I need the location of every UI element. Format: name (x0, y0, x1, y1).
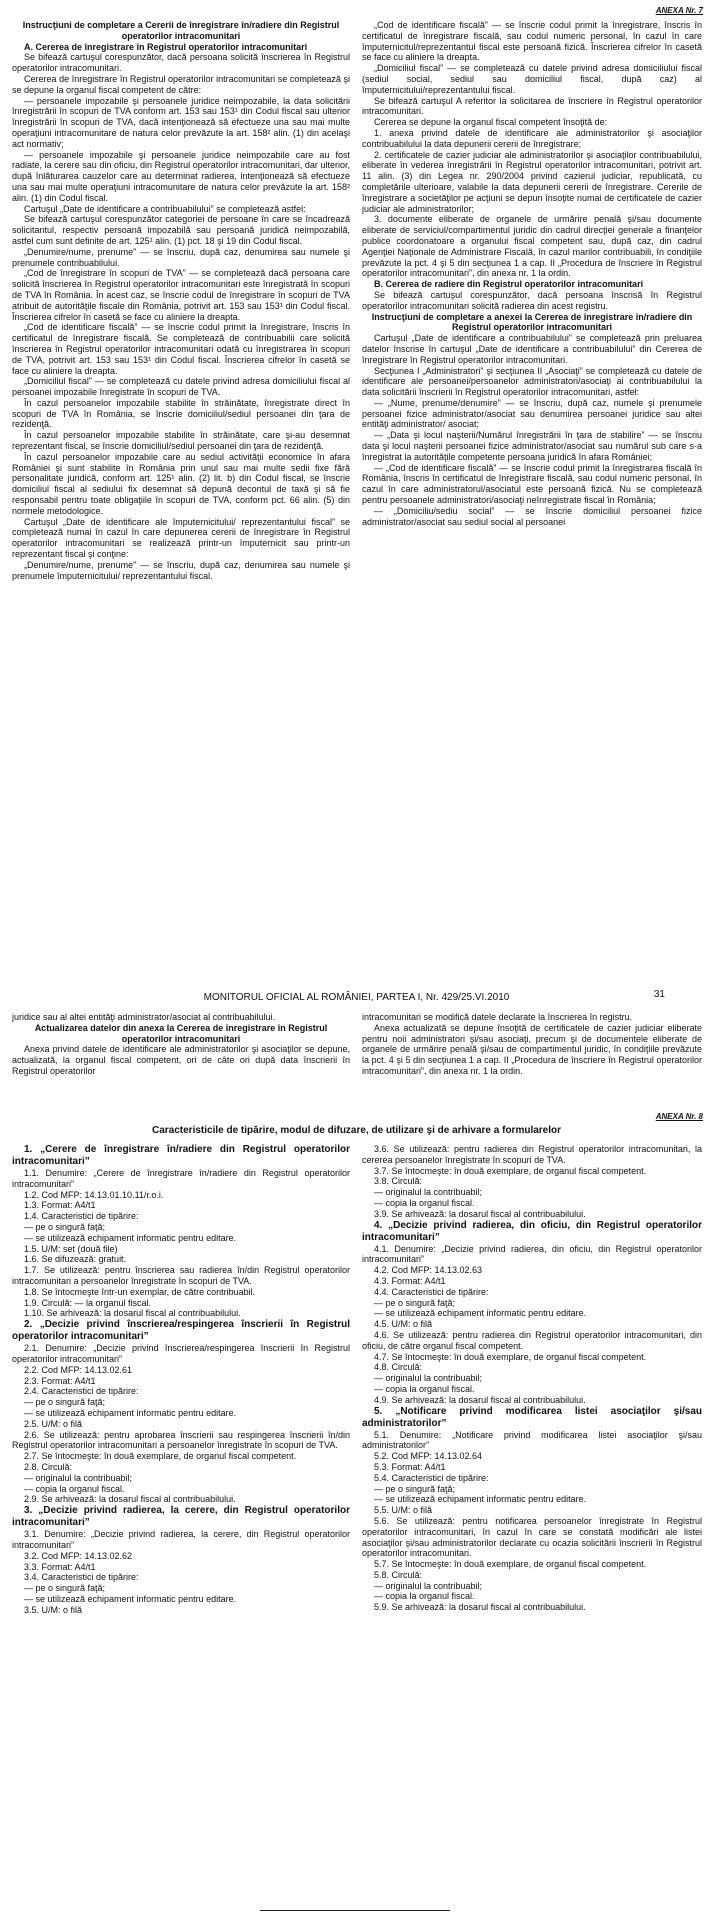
paragraph: 2.8. Circulă: (24, 1461, 73, 1472)
paragraph: Instrucţiuni de completare a anexei la Cererea de înregistrare în/radiere din Registrul operatorilor intracomunitari (371, 311, 693, 333)
end-rule (260, 1910, 450, 1911)
paragraph: 3.1. Denumire: „Decizie privind radierea, la cerere, din Registrul operatorilor intracomunitari” (12, 1529, 350, 1550)
paragraph: „Denumire/nume, prenume” — se înscriu, după caz, denumirea sau numele şi prenumele împuternicitului/ reprezentantului fiscal. (12, 559, 350, 581)
paragraph: 4. „Decizie privind radierea, din oficiu, din Registrul operatorilor intracomunitari” (362, 1219, 702, 1243)
paragraph: — pe o singură faţă; (24, 1221, 106, 1232)
paragraph: intracomunitari se modifică datele declarate la înscrierea în registru. (362, 1012, 633, 1022)
paragraph: — pe o singură faţă; (24, 1583, 106, 1594)
paragraph: — copia la organul fiscal. (374, 1383, 475, 1394)
paragraph: 1. anexa privind datele de identificare ale administratorilor şi asociaţilor contribuabilului la data depunerii cererii de înregistrare; (362, 127, 702, 149)
paragraph: 4.6. Se utilizează: pentru radierea din Registrul operatorilor intracomunitari, din oficiu, de către organul fiscal competent. (362, 1329, 702, 1351)
paragraph: — se utilizează echipament informatic pentru editare. (374, 1308, 587, 1319)
paragraph: 1.7. Se utilizează: pentru înscrierea sau radierea în/din Registrul operatorilor intracomunitari a persoanelor înregistrate în scopuri de TVA. (12, 1265, 350, 1286)
paragraph: 1.2. Cod MFP: 14.13.01.10.11/r.o.i. (24, 1189, 164, 1200)
paragraph: Cartuşul „Date de identificare a contribuabilului” se completează astfel: (24, 203, 306, 214)
paragraph: 2.6. Se utilizează: pentru aprobarea înscrierii sau respingerea înscrierii în/din Registrul operatorilor intracomunitari a persoanelor înregistrate în scopuri de TVA. (12, 1429, 350, 1451)
annex-8-left-column (12, 1144, 350, 1896)
paragraph: — pe o singură faţă; (24, 1397, 106, 1408)
paragraph: Se bifează cartuşul A referitor la solicitarea de înscriere în Registrul operatorilor intracomunitari. (362, 95, 702, 117)
paragraph: 3.8. Circulă: (374, 1176, 423, 1187)
paragraph: Se bifează cartuşul corespunzător, dacă persoana solicită înscrierea în Registrul operatorilor intracomunitari. (12, 52, 350, 74)
paragraph: — pe o singură faţă; (374, 1483, 456, 1494)
paragraph: B. Cererea de radiere din Registrul operatorilor intracomunitari (374, 279, 644, 290)
paragraph: 4.9. Se arhivează: la dosarul fiscal al contribuabilului. (374, 1394, 586, 1405)
paragraph: 1.3. Format: A4/t1 (24, 1200, 96, 1211)
paragraph: În cazul persoanelor impozabile care au sediul activităţii economice în afara României şi sunt stabilite în România prin unul sau mai multe sedii fixe fără personalitate juridică, conform art. 125¹ alin. (2) lit. b) din Codul fiscal, se înscrie domiciliul fiscal al sediului fix desemnat să depună decontul de taxă şi să fie responsabil pentru toate obligaţiile în scopuri de TVA, conform pct. 66 alin. (5) din normele metodologice. (12, 451, 350, 516)
paragraph: Se bifează cartuşul corespunzător, dacă persoana înscrisă în Registrul operatorilor intracomunitari solicită radierea din acest registru. (362, 289, 702, 311)
paragraph: 3.7. Se întocmeşte: în două exemplare, de organul fiscal competent. (374, 1165, 647, 1176)
paragraph: „Cod de identificare fiscală” — se înscrie codul primit la înregistrare, înscris în certificatul de înregistrare fiscală. Se completează de contribuabilii care solicită înscrierea în Registrul operatorilor intracomunitari odată cu înregistrarea în scopuri de TVA, potrivit art. 153 sau 153¹ din Codul fiscal. Înscrierea cifrelor în casetă se face cu aliniere la dreapta. (12, 322, 350, 376)
running-header: MONITORUL OFICIAL AL ROMÂNIEI, PARTEA I, Nr. 429/25.VI.2010 (203, 992, 510, 1003)
paragraph: — pe o singură faţă; (374, 1297, 456, 1308)
paragraph: 2.2. Cod MFP: 14.13.02.61 (24, 1364, 133, 1375)
paragraph: 2. „Decizie privind înscrierea/respingerea înscrierii în Registrul operatorilor intracomunitari” (12, 1319, 350, 1343)
paragraph: 5.9. Se arhivează: la dosarul fiscal al contribuabilului. (374, 1602, 586, 1613)
paragraph: 2.9. Se arhivează: la dosarul fiscal al contribuabilului. (24, 1494, 236, 1505)
paragraph: — originalul la contribuabil; (374, 1373, 483, 1384)
paragraph: 1.9. Circulă: — la organul fiscal. (24, 1297, 152, 1308)
annex-8-right-column (362, 1144, 702, 1896)
paragraph: — persoanele impozabile şi persoanele juridice neimpozabile care au fost radiate, la cerere sau din oficiu, din Registrul operatorilor intracomunitari, dar ulterior, după înlăturarea cauzelor care au determinat radierea, intenţionează să efectueze una sau mai multe operaţiuni intracomunitare de natura celor prevăzute la art. 158² alin. (1) din Codul fiscal. (12, 149, 350, 203)
paragraph: — copia la organul fiscal. (24, 1483, 125, 1494)
paragraph: 2.7. Se întocmeşte: în două exemplare, de organul fiscal competent. (24, 1451, 297, 1462)
paragraph: „Denumire/nume, prenume” — se înscriu, după caz, denumirea sau numele şi prenumele contribuabilului. (12, 246, 350, 268)
paragraph: „Cod de identificare fiscală” — se înscrie codul primit la înregistrare, înscris în certificatul de înregistrare fiscală, sau codul numeric personal, în cazul în care împuternicitul/reprezentantul fiscal este persoană fizică. Înscrierea cifrelor în casetă se face cu aliniere la dreapta. (362, 20, 702, 63)
paragraph: 5.7. Se întocmeşte: în două exemplare, de organul fiscal competent. (374, 1559, 647, 1570)
paragraph: 1.6. Se difuzează: gratuit. (24, 1254, 127, 1265)
paragraph: Actualizarea datelor din anexa la Cererea de înregistrare în Registrul operatorilor intracomunitari (34, 1022, 328, 1044)
paragraph: — se utilizează echipament informatic pentru editare. (24, 1407, 237, 1418)
paragraph: Anexa privind datele de identificare ale administratorilor şi asociaţilor se depune, actualizată, la organul fiscal competent, ori de câte ori după data înscrierii în Registrul operatorilor (12, 1044, 350, 1076)
paragraph: — originalul la contribuabil; (374, 1580, 483, 1591)
paragraph: 3.2. Cod MFP: 14.13.02.62 (24, 1550, 133, 1561)
paragraph: 5.4. Caracteristici de tipărire: (374, 1472, 489, 1483)
paragraph: 3.9. Se arhivează: la dosarul fiscal al contribuabilului. (374, 1208, 586, 1219)
paragraph: 3.5. U/M: o filă (24, 1604, 83, 1615)
paragraph: — „Data şi locul naşterii/Numărul înregistrării în ţara de stabilire” — se înscriu data şi locul naşterii persoanei fizice administrator/asociat sau numărul sub care s-a înregistrat la autorităţile competente persoana juridică în afara României; (362, 430, 702, 462)
paragraph: 2. certificatele de cazier judiciar ale administratorilor şi asociaţilor contribuabilului, eliberate în vederea înregistrării în Registrul operatorilor intracomunitari, potrivit art. 11 alin. (3) din Legea nr. 290/2004 privind cazierul judiciar, republicată, cu completările ulterioare, valabile la data depunerii cererii de înregistrare. Cererile de înregistrare a societăţilor pe acţiuni se depun însoţite numai de certificatele de cazier judiciar ale administratorilor; (362, 149, 702, 214)
paragraph: 4.3. Format: A4/t1 (374, 1275, 446, 1286)
paragraph: juridice sau al altei entităţi administrator/asociat al contribuabilului. (12, 1012, 276, 1022)
paragraph: — copia la organul fiscal. (374, 1591, 475, 1602)
paragraph: — „Cod de identificare fiscală” — se înscrie codul primit la înregistrarea fiscală în România, înscris în certificatul de înregistrare fiscală, sau codul numeric personal, în cazul în care administratorul/asociatul este persoană fizică. Nu se completează pentru persoanele administratori/asociaţi neînregistrate fiscal în România; (362, 462, 702, 506)
paragraph: 5.1. Denumire: „Notificare privind modificarea listei asociaţilor şi/sau administratorilor” (362, 1429, 702, 1451)
paragraph: 4.7. Se întocmeşte: în două exemplare, de organul fiscal competent. (374, 1351, 647, 1362)
paragraph: 4.8. Circulă: (374, 1362, 423, 1373)
paragraph: Anexa actualizată se depune însoţită de certificatele de cazier judiciar eliberate pentru noii administratori şi/sau asociaţi, precum şi de documentele eliberate de organele de urmărire penală şi/sau de compartimentul juridic, în condiţiile prevăzute la pct. 4 şi 5 din secţiunea 1 a cap. II „Procedura de înscriere în Registrul operatorilor intracomunitari”, din anexa nr. 1 la ordin. (362, 1022, 702, 1076)
paragraph: — originalul la contribuabil; (374, 1187, 483, 1198)
paragraph: 3.4. Caracteristici de tipărire: (24, 1572, 139, 1583)
paragraph: 2.5. U/M: o filă (24, 1418, 83, 1429)
paragraph: 3. documente eliberate de organele de urmărire penală şi/sau documente eliberate de serviciul/compartimentul juridic din cadrul direcţiei generale a finanţelor publice coordonatoare a organului fiscal competent sau, după caz, din cadrul Agenţiei Naţionale de Administrare Fiscală, în cazul marilor contribuabili, în condiţiile prevăzute la pct. 4 şi 5 din secţiunea 1 a cap. II „Procedura de înscriere în Registrul operatorilor intracomunitari”, din anexa nr. 1 la ordin. (362, 214, 702, 279)
paragraph: „Domiciliul fiscal” — se completează cu datele privind adresa domiciliului fiscal al persoanei impozabile înregistrate în scopuri de TVA. (12, 376, 350, 398)
paragraph: 1.4. Caracteristici de tipărire: (24, 1211, 139, 1222)
paragraph: „Domiciliul fiscal” — se completează cu datele privind adresa domiciliului fiscal (sediul social, sediul sau domiciliul fiscal, după caz) al împuternicitului/reprezentantului fiscal. (362, 63, 702, 95)
paragraph: 3.3. Format: A4/t1 (24, 1561, 96, 1572)
paragraph: — „Domiciliu/sediu social” — se înscrie domiciliul persoanei fizice administrator/asociat sau sediul social al persoanei (362, 505, 702, 527)
paragraph: 2.1. Denumire: „Decizie privind înscrierea/respingerea înscrierii în Registrul operatorilor intracomunitari” (12, 1343, 350, 1364)
paragraph: A. Cererea de înregistrare în Registrul operatorilor intracomunitari (24, 41, 308, 52)
paragraph: — persoanele impozabile şi persoanele juridice neimpozabile, la data solicitării înregistrării în scopuri de TVA conform art. 153 sau 153¹ din Codul fiscal sau ulterior înregistrării în scopuri de TVA, dacă intenţionează să efectueze una sau mai multe operaţiuni intracomunitare de natura celor prevăzute la art. 158² alin. (1) din acelaşi act normativ; (12, 95, 350, 149)
paragraph: 4.2. Cod MFP: 14.13.02.63 (374, 1265, 483, 1276)
paragraph: 5.5. U/M: o filă (374, 1505, 433, 1516)
paragraph: 2.4. Caracteristici de tipărire: (24, 1386, 139, 1397)
paragraph: Cererea se depune la organul fiscal competent însoţită de: (374, 117, 608, 128)
paragraph: — se utilizează echipament informatic pentru editare. (24, 1232, 237, 1243)
paragraph: 5.8. Circulă: (374, 1569, 423, 1580)
paragraph: În cazul persoanelor impozabile stabilite în străinătate, înregistrate direct în scopuri de TVA în România, se înscrie domiciliul/sediul persoanei din ţara de rezidenţă. (12, 397, 350, 430)
page31-left-column (12, 1012, 350, 1097)
paragraph: Cartuşul „Date de identificare a contribuabilului” se completează prin preluarea datelor înscrise în cartuşul „Date de identificare a contribuabilului” din Cererea de înregistrare în Registrul operatorilor intracomunitari. (362, 333, 702, 365)
paragraph: 1.5. U/M: set (două file) (24, 1243, 118, 1254)
page31-right-column (362, 1012, 702, 1097)
annex-7-label: ANEXA Nr. 7 (655, 6, 703, 15)
paragraph: 1.8. Se întocmeşte într-un exemplar, de către contribuabil. (24, 1286, 256, 1297)
paragraph: — originalul la contribuabil; (24, 1472, 133, 1483)
paragraph: Se bifează cartuşul corespunzător categoriei de persoane în care se încadrează solicitantul, respectiv persoană impozabilă sau persoană juridică neimpozabilă, astfel cum sunt definite de art. 125¹ alin. (1) pct. 18 şi 19 din Codul fiscal. (12, 214, 350, 246)
paragraph: Secţiunea I „Administratori” şi secţiunea II „Asociaţi” se completează cu datele de identificare ale persoanei/persoanelor administratori/asociaţi ai contribuabilului la data solicitării înscrierii în Registrul operatorilor intracomunitari, astfel: (362, 365, 702, 398)
annex-7-left-column (12, 20, 350, 950)
paragraph: Instrucţiuni de completare a Cererii de înregistrare în/radiere din Registrul operatorilor intracomunitari (22, 20, 340, 41)
paragraph: — se utilizează echipament informatic pentru editare. (24, 1593, 237, 1604)
paragraph: 1.1. Denumire: „Cerere de înregistrare în/radiere din Registrul operatorilor intracomunitari” (12, 1168, 350, 1189)
paragraph: 4.4. Caracteristici de tipărire: (374, 1286, 489, 1297)
paragraph: — copia la organul fiscal. (374, 1197, 475, 1208)
paragraph: 1. „Cerere de înregistrare în/radiere din Registrul operatorilor intracomunitari” (12, 1144, 350, 1167)
paragraph: 5. „Notificare privind modificarea listei asociaţilor şi/sau administratorilor” (362, 1405, 702, 1429)
paragraph: Cartuşul „Date de identificare ale împuternicitului/ reprezentantului fiscal” se completează numai în cazul în care depunerea cererii de înregistrare în Registrul operatorilor intracomunitari se realizează printr-un împuternicit sau printr-un reprezentant fiscal şi conţine: (12, 516, 350, 560)
paragraph: — „Nume, prenume/denumire” — se înscriu, după caz, numele şi prenumele persoanei fizice administrator/asociat sau denumirea persoanei juridice sau altei entităţi administrator/ asociat; (362, 397, 702, 430)
paragraph: 5.2. Cod MFP: 14.13.02.64 (374, 1451, 483, 1462)
annex-8-title: Caracteristicile de tipărire, modul de difuzare, de utilizare şi de arhivare a formularelor (151, 1125, 562, 1136)
paragraph: 2.3. Format: A4/t1 (24, 1375, 96, 1386)
paragraph: 1.10. Se arhivează: la dosarul fiscal al contribuabilului. (24, 1308, 241, 1319)
paragraph: 3.6. Se utilizează: pentru radierea din Registrul operatorilor intracomunitari, la cererea persoanelor înregistrate în scopuri de TVA. (362, 1144, 702, 1165)
paragraph: 5.6. Se utilizează: pentru notificarea persoanelor înregistrate în Registrul operatorilor intracomunitari, în cazul în care se constată modificări ale listei asociaţilor şi/sau administratorilor declarate cu ocazia solicitării înscrierii în Registrul operatorilor intracomunitari. (362, 1515, 702, 1559)
annex-8-label: ANEXA Nr. 8 (655, 1112, 703, 1121)
annex-7-right-column (362, 20, 702, 950)
paragraph: „Cod de înregistrare în scopuri de TVA” — se completează dacă persoana care solicită înscrierea în Registrul operatorilor intracomunitari este înregistrată în scopuri de TVA în România. În acest caz, se înscrie codul de înregistrare în scopuri de TVA atribuit de autorităţile fiscale din România, potrivit art. 153 sau 153¹ din Codul fiscal. Înscrierea cifrelor în casetă se face cu aliniere la dreapta. (12, 268, 350, 322)
page-number: 31 (653, 989, 665, 1000)
paragraph: 3. „Decizie privind radierea, la cerere, din Registrul operatorilor intracomunitari” (12, 1505, 350, 1529)
paragraph: 4.5. U/M: o filă (374, 1319, 433, 1330)
paragraph: Cererea de înregistrare în Registrul operatorilor intracomunitari se completează şi se depune la organul fiscal competent de către: (12, 73, 350, 95)
paragraph: 5.3. Format: A4/t1 (374, 1461, 446, 1472)
paragraph: În cazul persoanelor impozabile stabilite în străinătate, care şi-au desemnat reprezentant fiscal, se înscrie domiciliul/sediul persoanei din ţara de rezidenţă. (12, 430, 350, 452)
paragraph: 4.1. Denumire: „Decizie privind radierea, din oficiu, din Registrul operatorilor intracomunitari” (362, 1243, 702, 1265)
paragraph: — se utilizează echipament informatic pentru editare. (374, 1494, 587, 1505)
